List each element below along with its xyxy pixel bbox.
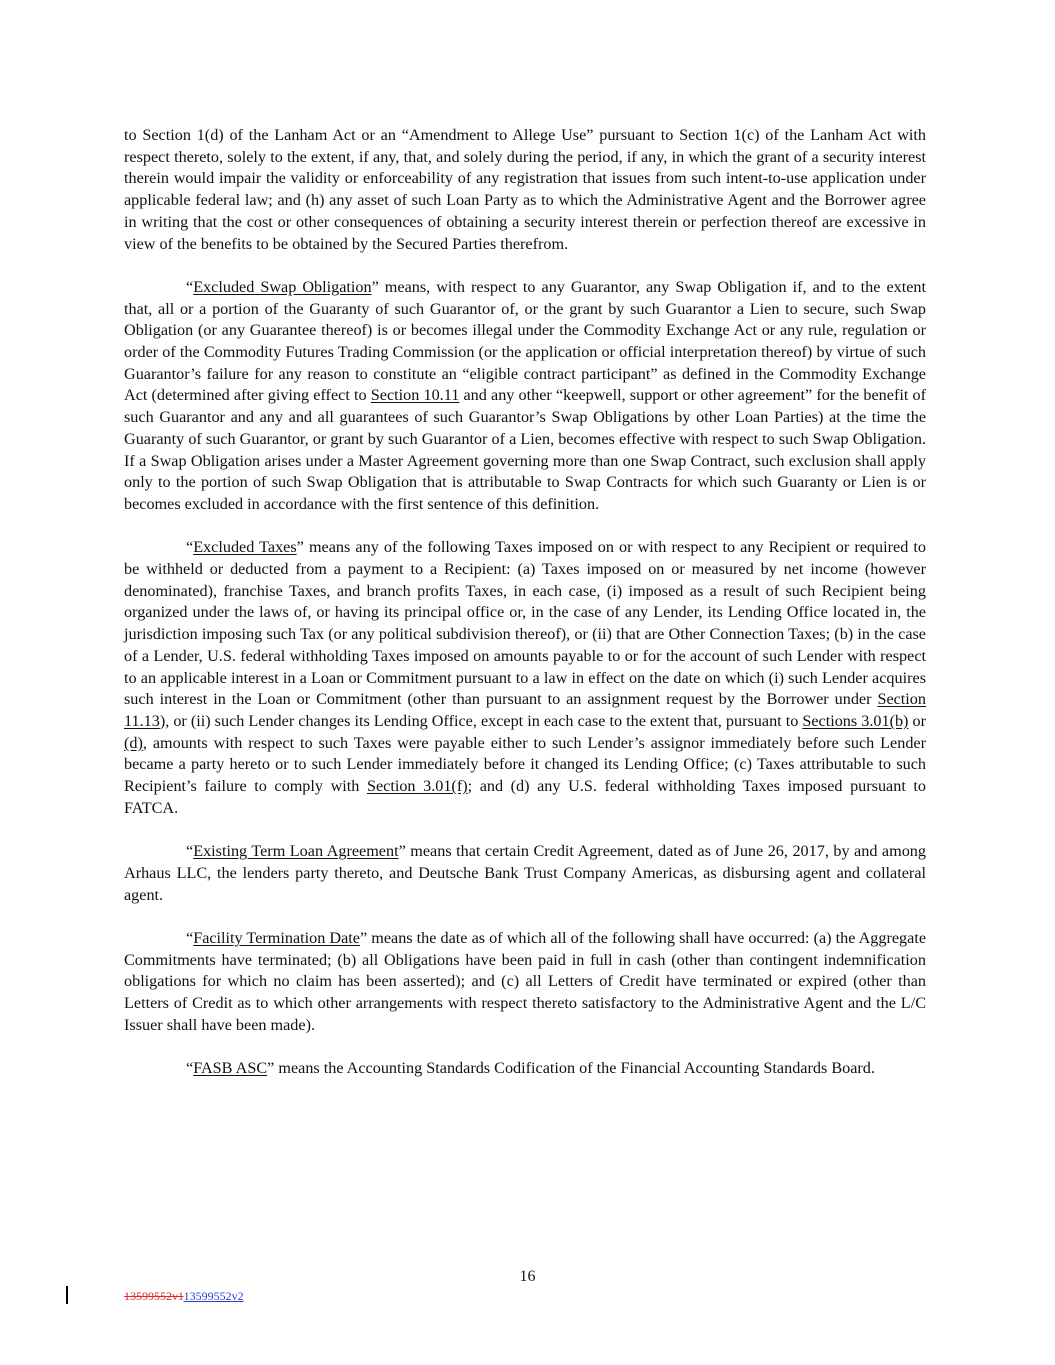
definition-existing-term-loan-agreement: “Existing Term Loan Agreement” means that certain Credit Agreement, dated as of June 26, 2017, by and among Arhaus LLC, the lenders party thereto, and Deutsche Bank Trust Company Americas, as disbursing agent and collateral agent. bbox=[124, 842, 926, 904]
section-reference: Section 10.11 bbox=[370, 386, 460, 405]
document-id-inserted: 13599552v2 bbox=[183, 1289, 244, 1303]
revision-change-bar bbox=[66, 1286, 68, 1304]
definition-excluded-taxes: “Excluded Taxes” means any of the following Taxes imposed on or with respect to any Recipient or required to be withheld or deducted from a payment to a Recipient: (a) Taxes imposed on or measured by net income (however denominated), franchise Taxes, and branch profits Taxes, in each case, (i) imposed as a result of such Recipient being organized under the laws of, or having its principal office or, in the case of any Lender, its Lending Office located in, the jurisdiction imposing such Tax (or any political subdivision thereof), or (ii) that are Other Connection Taxes; (b) in the case of a Lender, U.S. federal withholding Taxes imposed on amounts payable to or for the account of such Lender with respect to an applicable interest in a Loan or Commitment pursuant to a law in effect on the date on which (i) such Lender acquires such interest in the Loan or Commitment (other than pursuant to an assignment request by the Borrower under Section 11.13), or (ii) such Lender changes its Lending Office, except in each case to the extent that, pursuant to Sections 3.01(b) or (d), amounts with respect to such Taxes were payable either to such Lender’s assignor immediately before such Lender became a party hereto or to such Lender immediately before it changed its Lending Office; (c) Taxes attributable to such Recipient’s failure to comply with Section 3.01(f); and (d) any U.S. federal withholding Taxes imposed pursuant to FATCA. bbox=[124, 538, 926, 817]
continuation-paragraph: to Section 1(d) of the Lanham Act or an “Amendment to Allege Use” pursuant to Section 1(c) of the Lanham Act with respect thereto, solely to the extent, if any, that, and solely during the period, if any, in which the grant of a security interest therein would impair the validity or enforceability of any registration that issues from such intent-to-use application under applicable federal law; and (h) any asset of such Loan Party as to which the Administrative Agent and the Borrower agree in writing that the cost or other consequences of obtaining a security interest therein or perfection thereof are excessive in view of the benefits to be obtained by the Secured Parties therefrom. bbox=[124, 126, 926, 253]
page-number: 16 bbox=[519, 1268, 536, 1285]
definition-fasb-asc: “FASB ASC” means the Accounting Standards Codification of the Financial Accounting Standards Board. bbox=[186, 1059, 875, 1078]
defined-term: Excluded Swap Obligation bbox=[193, 277, 372, 296]
definition-facility-termination-date: “Facility Termination Date” means the date as of which all of the following shall have occurred: (a) the Aggregate Commitments have terminated; (b) all Obligations have been paid in full in cash (other than contingent indemnification obligations for which no claim has been asserted); and (c) all Letters of Credit have terminated or expired (other than Letters of Credit as to which other arrangements with respect thereto satisfactory to the Administrative Agent and the L/C Issuer shall have been made). bbox=[124, 928, 926, 1034]
definition-excluded-swap-obligation: “Excluded Swap Obligation” means, with respect to any Guarantor, any Swap Obligation if, and to the extent that, all or a portion of the Guaranty of such Guarantor of, or the grant by such Guarantor a Lien to secure, such Swap Obligation (or any Guarantee thereof) is or becomes illegal under the Commodity Exchange Act or any rule, regulation or order of the Commodity Futures Trading Commission (or the application or official interpretation thereof) by virtue of such Guarantor’s failure for any reason to constitute an “eligible contract participant” as defined in the Commodity Exchange Act (determined after giving effect to Section 10.11 and any other “keepwell, support or other agreement” for the benefit of such Guarantor and any and all guarantees of such Guarantor’s Swap Obligations by other Loan Parties) at the time the Guaranty of such Guarantor, or grant by such Guarantor of a Lien, becomes effective with respect to such Swap Obligation. If a Swap Obligation arises under a Master Agreement governing more than one Swap Contract, such exclusion shall apply only to the portion of such Swap Obligation that is attributable to Swap Contracts for which such Guaranty or Lien is or becomes excluded in accordance with the first sentence of this definition. bbox=[124, 277, 926, 513]
defined-term: Excluded Taxes bbox=[193, 538, 297, 557]
section-reference: (d) bbox=[124, 733, 143, 752]
section-reference: Section 11.13 bbox=[124, 690, 926, 730]
document-id-deleted: 13599552v1 bbox=[124, 1289, 184, 1303]
section-reference: Sections 3.01(b) bbox=[802, 711, 909, 730]
defined-term: Existing Term Loan Agreement bbox=[193, 842, 399, 861]
document-id bbox=[124, 1289, 244, 1304]
section-reference: Section 3.01(f) bbox=[366, 777, 468, 796]
defined-term: FASB ASC bbox=[193, 1059, 268, 1078]
document-body bbox=[124, 125, 926, 1102]
defined-term: Facility Termination Date bbox=[193, 928, 360, 947]
